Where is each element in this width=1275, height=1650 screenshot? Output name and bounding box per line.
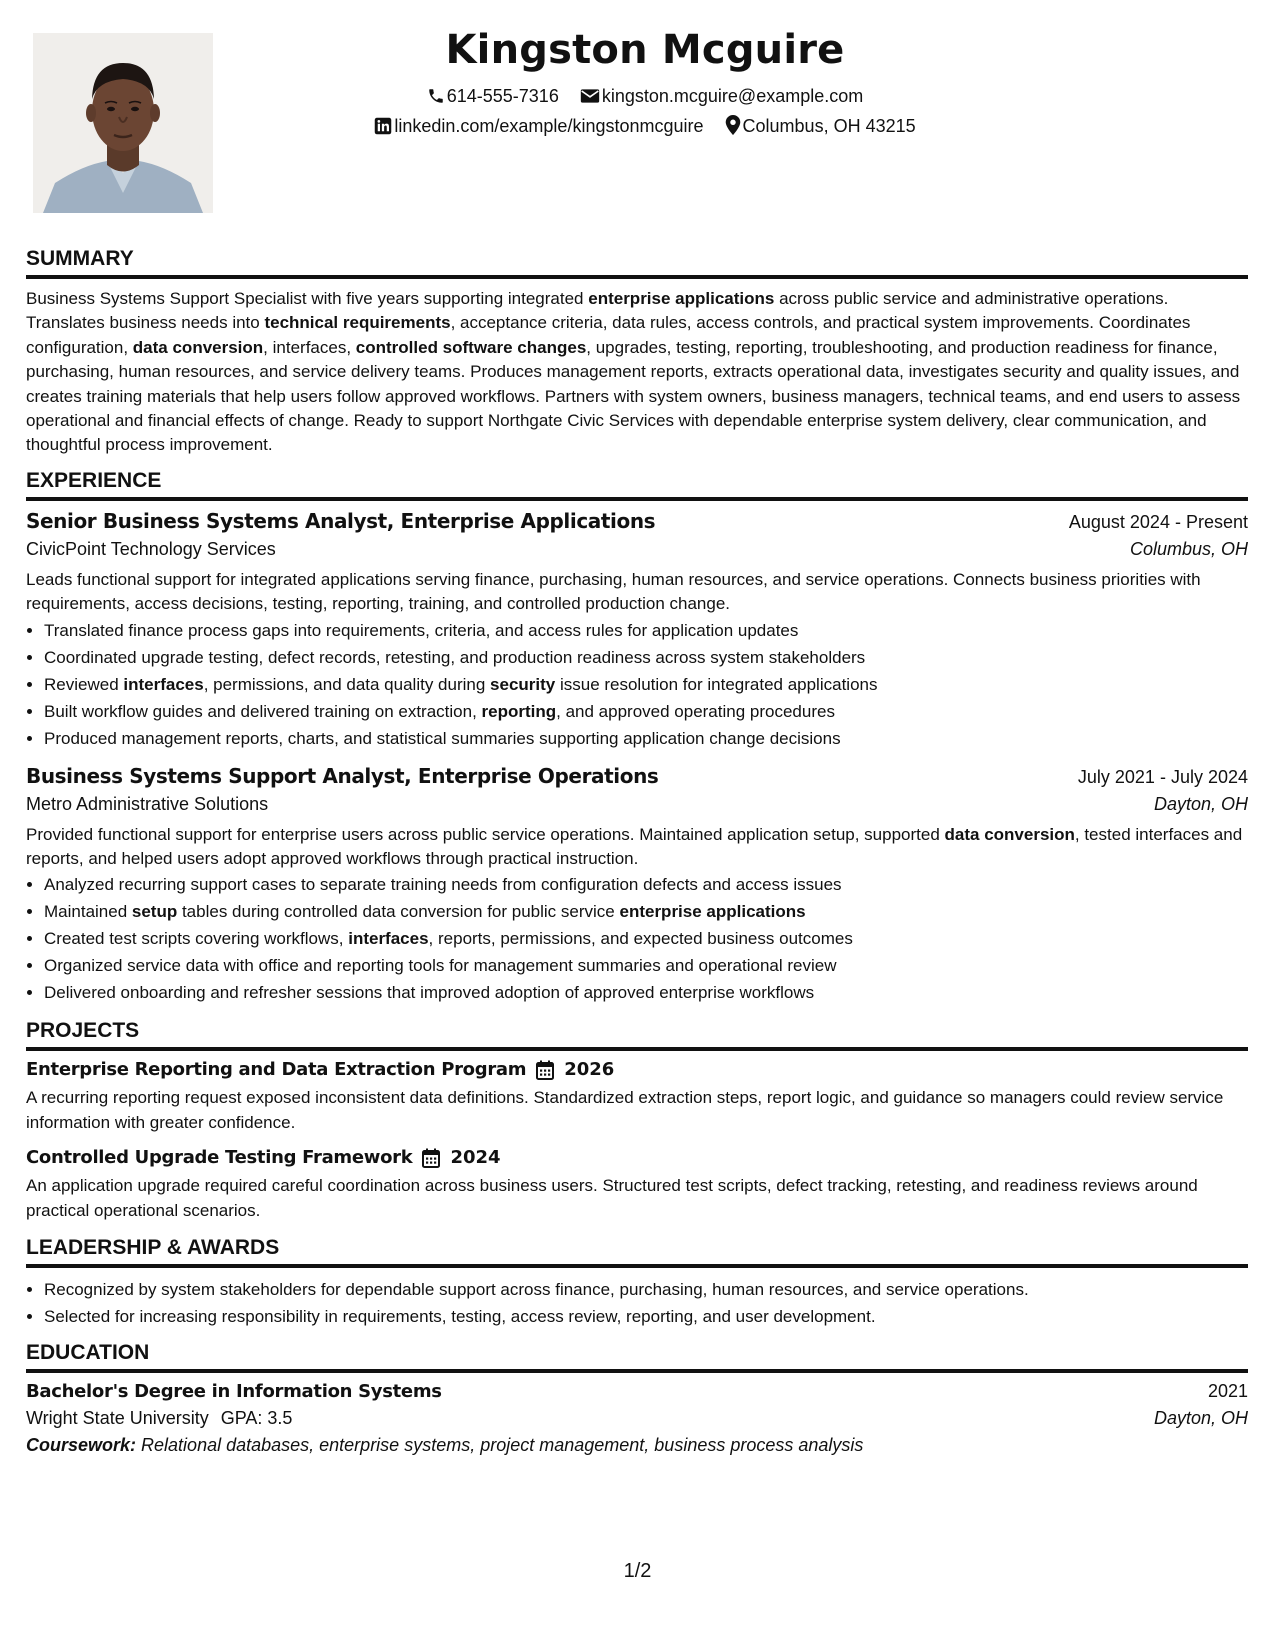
summary-keyword: controlled software changes bbox=[355, 337, 587, 357]
job-bullets bbox=[26, 871, 1248, 1006]
project-title: Enterprise Reporting and Data Extraction Program bbox=[26, 1059, 527, 1081]
bullet-text: Built workflow guides and delivered training on extraction, bbox=[44, 701, 482, 721]
page-number: 1/2 bbox=[623, 1560, 652, 1582]
projects-section bbox=[26, 1018, 1248, 1223]
bullet-text: Reviewed bbox=[44, 674, 124, 694]
list-item bbox=[44, 925, 1248, 952]
bullet-keyword: reporting bbox=[481, 701, 557, 721]
job-location: Columbus, OH bbox=[1129, 538, 1248, 559]
list-item bbox=[44, 871, 1248, 898]
bullet-text: Analyzed recurring support cases to separate training needs from configuration defects and access issues bbox=[44, 875, 842, 895]
job-entry bbox=[26, 509, 1248, 752]
list-item bbox=[44, 698, 1248, 725]
job-description bbox=[26, 568, 1248, 617]
candidate-name: Kingston Mcguire bbox=[445, 27, 845, 73]
email-contact[interactable] bbox=[580, 84, 863, 108]
bullet-text: Translated finance process gaps into requirements, criteria, and access rules for application updates bbox=[44, 620, 799, 640]
bullet-text: tables during controlled data conversion for public service bbox=[177, 902, 620, 922]
summary-text-part: , acceptance criteria, data rules, access controls, and practical system improvements. Coordinates configuration, bbox=[26, 313, 1191, 357]
section-title: EDUCATION bbox=[26, 1340, 1248, 1373]
job-dates: July 2021 - July 2024 bbox=[1077, 766, 1248, 787]
bullet-text: Maintained bbox=[44, 902, 132, 922]
summary-keyword: technical requirements bbox=[264, 313, 451, 333]
list-item bbox=[44, 725, 1248, 752]
section-title: SUMMARY bbox=[26, 246, 1248, 279]
job-description-keyword: data conversion bbox=[944, 824, 1075, 844]
bullet-keyword: setup bbox=[131, 902, 178, 922]
resume-content bbox=[26, 246, 1248, 1466]
list-item bbox=[44, 644, 1248, 671]
calendar-icon bbox=[422, 1148, 440, 1168]
graduation-year: 2021 bbox=[1207, 1381, 1248, 1402]
job-company: Metro Administrative Solutions bbox=[26, 793, 269, 814]
coursework-label: Coursework: bbox=[26, 1435, 137, 1456]
section-title: LEADERSHIP & AWARDS bbox=[26, 1235, 1248, 1268]
contact-line-1 bbox=[250, 84, 1040, 108]
bullet-text: Created test scripts covering workflows, bbox=[44, 929, 349, 949]
linkedin-contact[interactable] bbox=[374, 114, 703, 138]
list-item bbox=[44, 617, 1248, 644]
list-item bbox=[44, 952, 1248, 979]
job-location: Dayton, OH bbox=[1153, 793, 1248, 814]
section-title: EXPERIENCE bbox=[26, 468, 1248, 501]
envelope-icon bbox=[580, 87, 600, 105]
job-description-part: , tested interfaces and reports, and helped users adopt approved workflows through practical instruction. bbox=[26, 824, 1243, 869]
location-contact bbox=[725, 114, 916, 138]
job-entry bbox=[26, 764, 1248, 1007]
experience-section bbox=[26, 468, 1248, 1007]
project-year: 2024 bbox=[450, 1147, 501, 1169]
bullet-text: issue resolution for integrated applications bbox=[555, 674, 878, 694]
list-item bbox=[44, 671, 1248, 698]
resume-header bbox=[250, 22, 1040, 138]
project-description: An application upgrade required careful coordination across business users. Structured test scripts, defect tracking, retesting, and readiness reviews around practical operational scenarios. bbox=[26, 1176, 1198, 1220]
summary-text-part: , upgrades, testing, reporting, troubleshooting, and production readiness for finance, purchasing, human resources, and service delivery teams. Produces management reports, extracts operational data, investigates security and quality issues, and creates training materials that help users follow approved workflows. Partners with system owners, business managers, technical teams, and end users to assess operational and financial effects of change. Ready to support Northgate Civic Services with dependable enterprise system delivery, clear communication, and thoughtful process improvement. bbox=[26, 337, 1241, 455]
email-text: kingston.mcguire@example.com bbox=[601, 86, 864, 106]
bullet-keyword: enterprise applications bbox=[619, 902, 806, 922]
summary-text bbox=[26, 287, 1248, 458]
map-pin-icon bbox=[725, 115, 741, 135]
summary-text-part: across public service and administrative operations. Translates business needs into bbox=[26, 289, 1169, 333]
school-location: Dayton, OH bbox=[1153, 1408, 1248, 1429]
bullet-keyword: interfaces bbox=[348, 929, 429, 949]
bullet-text: , permissions, and data quality during bbox=[203, 674, 491, 694]
project-entry bbox=[26, 1147, 1248, 1223]
location-text: Columbus, OH 43215 bbox=[742, 116, 916, 136]
job-title: Senior Business Systems Analyst, Enterprise Applications bbox=[26, 508, 656, 533]
gpa: GPA: 3.5 bbox=[220, 1408, 293, 1429]
bullet-text: , and approved operating procedures bbox=[556, 701, 835, 721]
list-item: • Recognized by system stakeholders for dependable support across finance, purchasing, human resources, and service operations. bbox=[44, 1276, 1248, 1303]
job-description-part: Leads functional support for integrated applications serving finance, purchasing, human resources, and service operations. Connects business priorities with requirements, access decisions, testing, reporting, training, and controlled production change. bbox=[26, 569, 1201, 614]
coursework-text: Relational databases, enterprise systems, project management, business process analysis bbox=[136, 1435, 864, 1456]
project-year: 2026 bbox=[564, 1059, 615, 1081]
linkedin-text: linkedin.com/example/kingstonmcguire bbox=[394, 116, 704, 136]
bullet-text: Delivered onboarding and refresher sessions that improved adoption of approved enterprise workflows bbox=[44, 983, 815, 1003]
project-description: A recurring reporting request exposed inconsistent data definitions. Standardized extraction steps, report logic, and guidance so managers could review service information with greater confidence. bbox=[26, 1088, 1224, 1132]
school-name: Wright State University bbox=[26, 1408, 209, 1429]
summary-keyword: enterprise applications bbox=[588, 289, 775, 308]
section-title: PROJECTS bbox=[26, 1018, 1248, 1051]
summary-text-part: Business Systems Support Specialist with five years supporting integrated bbox=[26, 289, 589, 308]
job-company: CivicPoint Technology Services bbox=[26, 538, 276, 559]
job-description bbox=[26, 823, 1248, 872]
summary-keyword: data conversion bbox=[132, 337, 264, 357]
phone-text: 614-555-7316 bbox=[446, 86, 559, 106]
coursework bbox=[26, 1435, 1248, 1456]
bullet-keyword: security bbox=[490, 674, 556, 694]
list-item: • Selected for increasing responsibility in requirements, testing, access review, reporting, and user development. bbox=[44, 1303, 1248, 1330]
phone-contact[interactable] bbox=[427, 84, 559, 108]
summary-text-part: , interfaces, bbox=[263, 337, 356, 357]
leadership-list bbox=[26, 1276, 1248, 1330]
bullet-keyword: interfaces bbox=[123, 674, 204, 694]
linkedin-icon bbox=[374, 117, 392, 135]
profile-photo bbox=[33, 33, 213, 213]
bullet-text: Organized service data with office and reporting tools for management summaries and operational review bbox=[44, 956, 837, 976]
summary-section bbox=[26, 246, 1248, 458]
calendar-icon bbox=[536, 1060, 554, 1080]
list-item bbox=[44, 898, 1248, 925]
leadership-section bbox=[26, 1235, 1248, 1330]
project-title: Controlled Upgrade Testing Framework bbox=[26, 1147, 413, 1169]
bullet-text: Produced management reports, charts, and statistical summaries supporting application change decisions bbox=[44, 728, 841, 748]
contact-line-2 bbox=[250, 114, 1040, 138]
job-title: Business Systems Support Analyst, Enterprise Operations bbox=[26, 763, 659, 788]
education-section bbox=[26, 1340, 1248, 1456]
project-entry bbox=[26, 1059, 1248, 1135]
job-bullets bbox=[26, 617, 1248, 752]
job-description-part: Provided functional support for enterprise users across public service operations. Maintained application setup, supported bbox=[26, 824, 945, 844]
phone-icon bbox=[427, 87, 445, 105]
job-dates: August 2024 - Present bbox=[1068, 511, 1248, 532]
list-item bbox=[44, 979, 1248, 1006]
bullet-text: Coordinated upgrade testing, defect records, retesting, and production readiness across system stakeholders bbox=[44, 647, 866, 667]
bullet-text: , reports, permissions, and expected business outcomes bbox=[428, 929, 853, 949]
degree: Bachelor's Degree in Information Systems bbox=[26, 1381, 442, 1403]
